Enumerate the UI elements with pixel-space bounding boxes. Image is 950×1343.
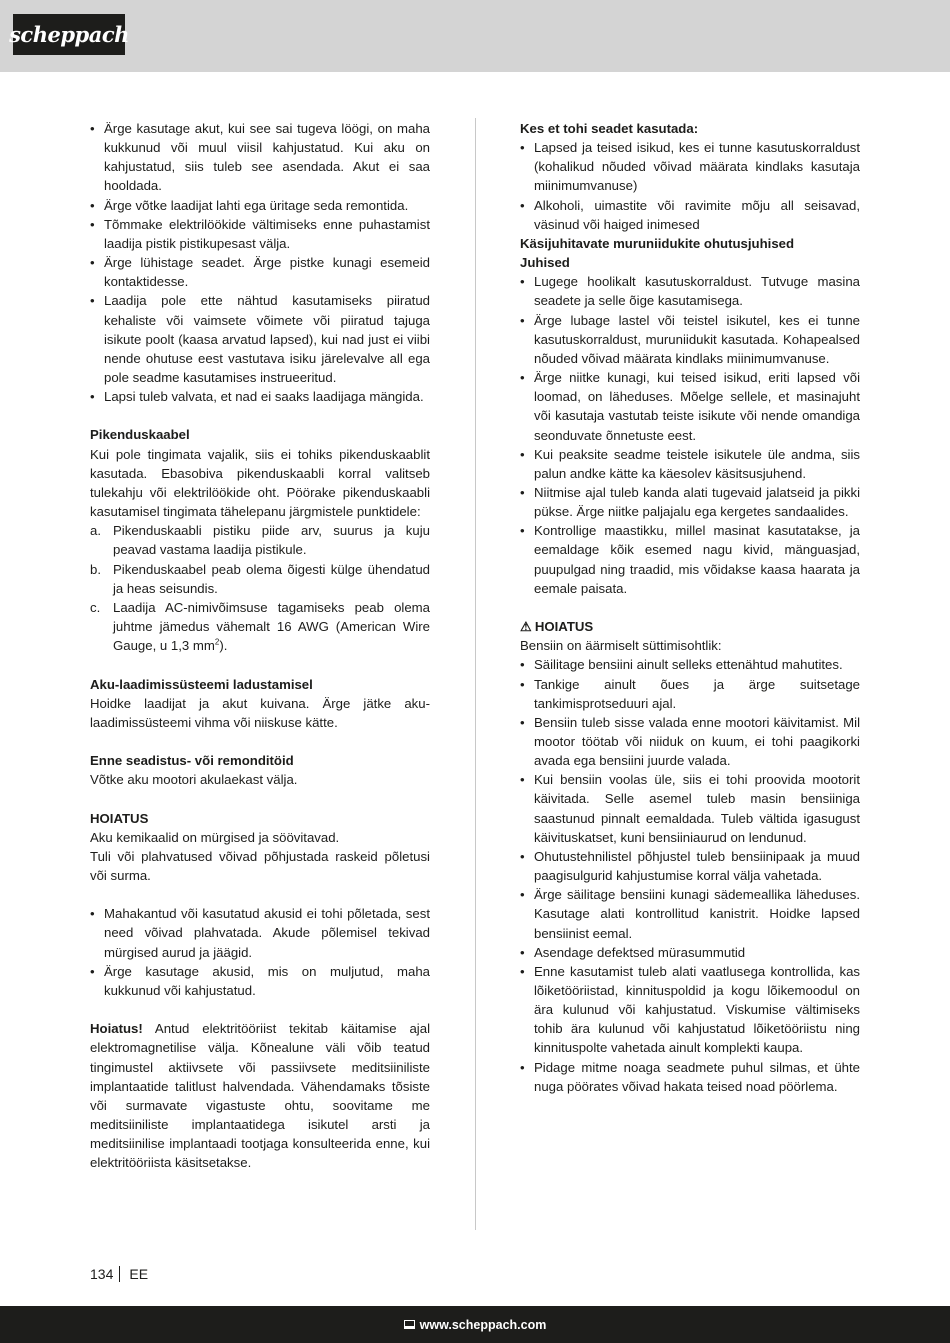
- fuel-warning-intro: Bensiin on äärmiselt süttimisohtlik:: [520, 638, 722, 654]
- computer-icon: [404, 1320, 415, 1329]
- list-item: • Ärge kasutage akut, kui see sai tugeva löögi, on maha kukkunud või muul viisil kahjustatud. Kui aku on kahjustatud, siis tuleb see asendada. Akut ei saa hooldada.: [90, 119, 430, 196]
- warning-heading: HOIATUS: [90, 810, 149, 826]
- emf-warning-label: Hoiatus!: [90, 1021, 143, 1037]
- warning-text: Aku kemikaalid on mürgised ja söövitavad.: [90, 829, 340, 845]
- list-item: • Kontrollige maastikku, millel masinat kasutatakse, ja eemaldage kõik esemed nagu kivid, mänguasjad, puupulgad ning traadid, mis võidakse kaasa haarata ja eemale paisata.: [520, 521, 860, 598]
- who-may-not-use-heading: Kes et tohi seadet kasutada:: [520, 121, 699, 136]
- column-divider: [475, 118, 476, 1230]
- list-item: • Lugege hoolikalt kasutuskorraldust. Tutvuge masina seadete ja selle õige kasutamisega.: [520, 272, 860, 310]
- charging-storage-text: Hoidke laadijat ja akut kuivana. Ärge jätke aku-laadimissüsteemi vihma või niiskuse kätte.: [90, 695, 430, 730]
- charging-storage-heading: Aku-laadimissüsteemi ladustamisel: [90, 676, 313, 692]
- list-item-text: Pikenduskaabli pistiku piide arv, suurus ja kuju peavad vastama laadija pistikule.: [113, 523, 430, 558]
- list-item: • Enne kasutamist tuleb alati vaatlusega kontrollida, kas lõiketööriistad, kinnituspoldid ja kogu lõikemoodul on ära kulunud või kahjustatud. Viskumise vältimiseks tohib ära kulunud või kahjustatud lõiketööriistu ning kinnituspolte vahetada ainult komplekti kaupa.: [520, 962, 860, 1058]
- emf-warning-text: Antud elektritööriist tekitab käitamise ajal elektromagnetilise välja. Kõnealune väli võib teatud tingimustel aktiivsete või passiivsete meditsiiniliste implantaatide talitlust halvendada. Vähendamaks tõsiste või surmavate vigastuste ohtu, soovitame me meditsiiniliste implantaatidega isikutel arsti ja meditsiinilise implantaadi tootjaga konsulteerida enne, kui elektritööriista käsitsetakse.: [90, 1021, 430, 1171]
- before-repair-heading: Enne seadistus- või remonditöid: [90, 753, 294, 769]
- fuel-warning-list: [520, 655, 860, 1096]
- list-item: • Asendage defektsed mürasummutid: [520, 943, 860, 962]
- battery-warning-list: [90, 904, 430, 1000]
- extension-cable-heading: Pikenduskaabel: [90, 427, 190, 443]
- list-item: • Ärge kasutage akusid, mis on muljutud, maha kukkunud või kahjustatud.: [90, 962, 430, 1000]
- fuel-warning-heading: [520, 617, 860, 636]
- warning-text: Tuli või plahvatused võivad põhjustada raskeid põletusi või surma.: [90, 848, 430, 884]
- before-repair-text: Võtke aku mootori akulaekast välja.: [90, 772, 298, 788]
- page-header: [0, 0, 950, 72]
- page-number: 134: [90, 1266, 114, 1282]
- superscript: 2: [214, 637, 220, 647]
- list-item-tail: ).: [219, 638, 228, 654]
- instructions-list: [520, 272, 860, 598]
- list-item: • Lapsed ja teised isikud, kes ei tunne kasutuskorraldust (kohalikud nõuded võivad määrata kindlaks kasutaja miinimumvanuse): [520, 138, 860, 195]
- website-url[interactable]: www.scheppach.com: [419, 1317, 547, 1332]
- instructions-heading: Juhised: [520, 255, 570, 271]
- list-item: • Ärge lubage lastel või teistel isikutel, kes ei tunne kasutuskorraldust, muruniidukit kasutada. Kohapealsed nõuded võivad määrata kindlaks miinimumvanuse.: [520, 311, 860, 368]
- list-item: • Mahakantud või kasutatud akusid ei tohi põletada, sest need võivad plahvatada. Akude põlemisel tekivad mürgised aurud ja jäägid.: [90, 904, 430, 961]
- list-item: • Lapsi tuleb valvata, et nad ei saaks laadijaga mängida.: [90, 387, 430, 406]
- mower-safety-heading: Käsijuhitavate muruniidukite ohutusjuhised: [520, 235, 795, 251]
- list-item: • Ärge võtke laadijat lahti ega üritage seda remontida.: [90, 196, 430, 215]
- page-footer: [0, 1306, 950, 1343]
- page-number-block: [90, 1264, 148, 1284]
- list-item: • Pidage mitme noaga seadmete puhul silmas, et ühte nuga pöörates võivad hakata teised noad pöörlema.: [520, 1058, 860, 1096]
- list-item: • Ärge lühistage seadet. Ärge pistke kunagi esemeid kontaktidesse.: [90, 253, 430, 291]
- list-item: • Laadija pole ette nähtud kasutamiseks piiratud kehaliste või vaimsete võimete või piiratud tajuga isikute poolt (kaasa arvatud lapsed), kui nad just ei viibi nende ohutuse eest vastutava isiku järelevalve all ega pole seadme kasutamises instrueeritud.: [90, 291, 430, 387]
- list-item: • Tankige ainult õues ja ärge suitsetage tankimisprotseduuri ajal.: [520, 675, 860, 713]
- fuel-warning-title: HOIATUS: [534, 619, 594, 635]
- list-item: • Ohutustehnilistel põhjustel tuleb bensiinipaak ja muud paagisulgurid kahjustumise korral välja vahetada.: [520, 847, 860, 885]
- list-item: • Tõmmake elektrilöökide vältimiseks enne puhastamist laadija pistik pistikupesast välja.: [90, 215, 430, 253]
- list-letter: a.: [90, 523, 101, 539]
- scheppach-logo: scheppach: [13, 14, 125, 55]
- language-code: EE: [129, 1266, 149, 1282]
- extension-cable-text: Kui pole tingimata vajalik, siis ei tohiks pikenduskaablit kasutada. Ebasobiva pikenduskaabli korral valitseb tulekahju või elektrilöökide oht. Pöörake pikenduskaabli kasutamisel tingimata tähelepanu järgmistele punktidele:: [90, 446, 430, 520]
- list-item: • Kui peaksite seadme teistele isikutele üle andma, siis palun andke kätte ka käesolev käsitsusjuhend.: [520, 445, 860, 483]
- page-number-separator: [119, 1266, 120, 1282]
- list-item: • Kui bensiin voolas üle, siis ei tohi proovida mootorit käivitada. Selle asemel tuleb masin bensiiniga saastunud pinnalt eemaldada. Tuleb vältida igasugust käivituskatset, kuni bensiiniaurud on lendunud.: [520, 770, 860, 847]
- list-item: • Säilitage bensiini ainult selleks ettenähtud mahutites.: [520, 655, 860, 674]
- charger-safety-list: [90, 119, 430, 406]
- list-item: • Ärge niitke kunagi, kui teised isikud, eriti lapsed või loomad, on läheduses. Mõelge sellele, et masinajuht või kasutaja vastutab teiste isikute või nende omandiga seonduvate õnnetuste eest.: [520, 368, 860, 445]
- emf-warning-paragraph: [90, 1019, 430, 1172]
- warning-triangle-icon: ⚠: [520, 619, 532, 635]
- list-item-text: Laadija AC-nimivõimsuse tagamiseks peab olema juhtme jämedus vähemalt 16 AWG (American Wire Gauge, u 1,3 mm: [113, 599, 430, 654]
- list-item: [90, 521, 430, 559]
- left-column: [90, 119, 430, 1173]
- who-may-not-use-list: [520, 138, 860, 234]
- list-letter: b.: [90, 561, 101, 577]
- list-item: [90, 598, 430, 655]
- list-item: • Niitmise ajal tuleb kanda alati tugevaid jalatseid ja pikki pükse. Ärge niitke paljajalu ega kergetes sandaalides.: [520, 483, 860, 521]
- right-column: [520, 119, 860, 1096]
- list-item: • Alkoholi, uimastite või ravimite mõju all seisavad, väsinud või haiged inimesed: [520, 196, 860, 234]
- list-item: • Bensiin tuleb sisse valada enne mootori käivitamist. Mil mootor töötab või niiduk on kuum, ei tohi paagikorki avada ega bensiini juurde valada.: [520, 713, 860, 770]
- list-item: • Ärge säilitage bensiini kunagi sädemeallika läheduses. Kasutage alati kontrollitud kanistrit. Hoidke lapsed bensiinist eemal.: [520, 885, 860, 942]
- list-item: [90, 560, 430, 598]
- list-letter: c.: [90, 599, 101, 615]
- extension-cable-list: [90, 521, 430, 655]
- list-item-text: Pikenduskaabel peab olema õigesti külge ühendatud ja heas seisundis.: [113, 561, 430, 596]
